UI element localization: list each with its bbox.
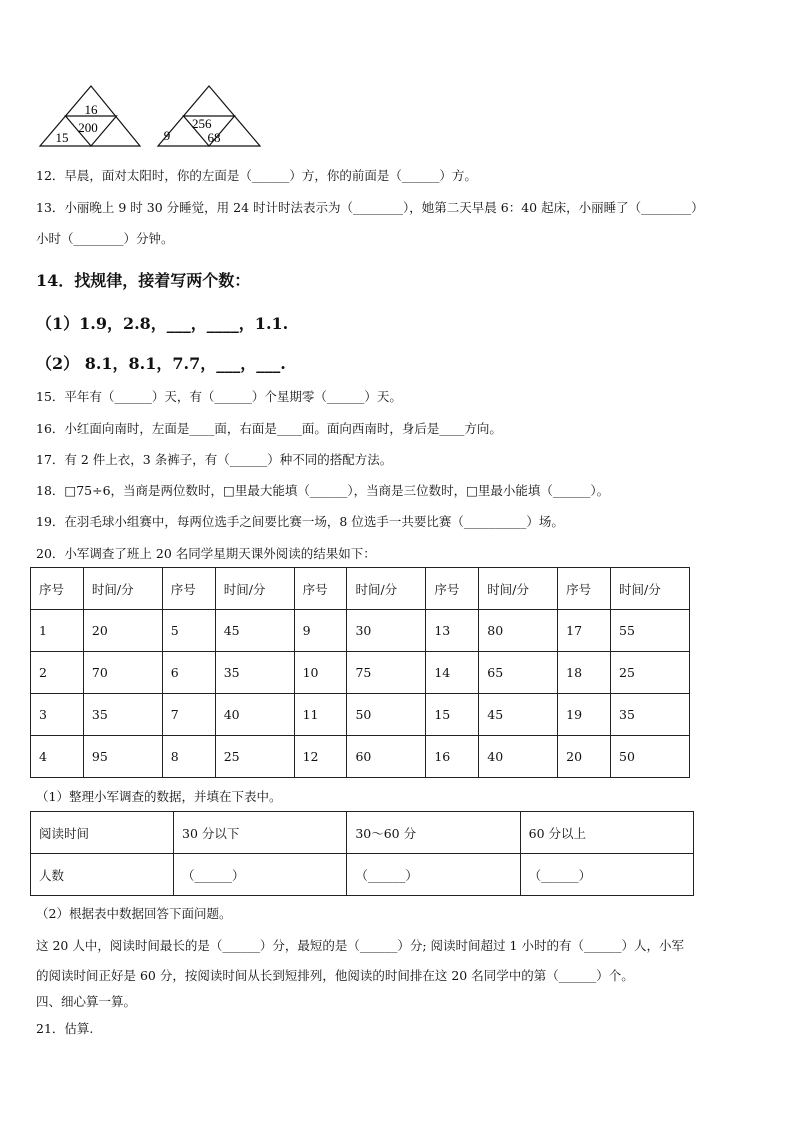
table-cell: 15 — [426, 694, 479, 736]
header-cell: 时间/分 — [347, 568, 426, 610]
table-cell: 25 — [611, 652, 690, 694]
table-cell: 18 — [558, 652, 611, 694]
header-cell: 序号 — [426, 568, 479, 610]
question-19: 19．在羽毛球小组赛中，每两位选手之间要比赛一场，8 位选手一共要比赛（__________）场。 — [36, 514, 564, 529]
table-cell: 16 — [426, 736, 479, 778]
question-12: 12．早晨，面对太阳时，你的左面是（______）方，你的前面是（______）方。 — [36, 168, 477, 183]
table-cell: 8 — [162, 736, 215, 778]
header-cell: 时间/分 — [215, 568, 294, 610]
table-cell: 4 — [31, 736, 84, 778]
table-cell: 3 — [31, 694, 84, 736]
table-cell: 6 — [162, 652, 215, 694]
question-20-part1: （1）整理小军调查的数据，并填在下表中。 — [36, 789, 282, 804]
table-cell: 17 — [558, 610, 611, 652]
table-row — [31, 694, 690, 736]
triangle-2 — [158, 86, 260, 146]
question-20-paragraph-line1: 这 20 人中，阅读时间最长的是（______）分，最短的是（______）分; 阅读时间超过 1 小时的有（______）人，小军 — [36, 938, 684, 953]
table-cell: 35 — [83, 694, 162, 736]
table-header-row — [31, 812, 694, 854]
header-cell: 60 分以上 — [520, 812, 693, 854]
table-cell: 35 — [215, 652, 294, 694]
table-cell: 14 — [426, 652, 479, 694]
question-18: 18．□75÷6，当商是两位数时，□里最大能填（______），当商是三位数时，□里最小能填（______）。 — [36, 483, 610, 498]
question-14-title: 14．找规律，接着写两个数： — [36, 271, 251, 290]
table-cell: 7 — [162, 694, 215, 736]
table-cell: 10 — [294, 652, 347, 694]
table-cell: 13 — [426, 610, 479, 652]
table-cell: 75 — [347, 652, 426, 694]
section-four-heading: 四、细心算一算。 — [36, 994, 137, 1009]
table-cell: 50 — [347, 694, 426, 736]
question-13-line1: 13．小丽晚上 9 时 30 分睡觉，用 24 时计时法表示为（________），她第二天早晨 6：40 起床，小丽睡了（________） — [36, 200, 704, 215]
table-header-row — [31, 568, 690, 610]
table-cell: 80 — [479, 610, 558, 652]
header-cell: 时间/分 — [479, 568, 558, 610]
table-cell: 95 — [83, 736, 162, 778]
header-cell: 30～60 分 — [347, 812, 520, 854]
table-cell: 35 — [611, 694, 690, 736]
question-20-part2: （2）根据表中数据回答下面问题。 — [36, 906, 232, 921]
header-cell: 30 分以下 — [174, 812, 347, 854]
triangle-2-left: 9 — [163, 128, 171, 143]
table-cell: 19 — [558, 694, 611, 736]
question-20: 20．小军调查了班上 20 名同学星期天课外阅读的结果如下： — [36, 546, 376, 561]
reading-data-table — [30, 567, 690, 778]
question-13-line2: 小时（________）分钟。 — [36, 231, 174, 246]
triangle-figures — [36, 82, 266, 152]
table-cell: 55 — [611, 610, 690, 652]
header-cell: 阅读时间 — [31, 812, 174, 854]
answer-blank[interactable]: （______） — [520, 854, 693, 896]
header-cell: 序号 — [558, 568, 611, 610]
table-cell: 45 — [215, 610, 294, 652]
header-cell: 时间/分 — [83, 568, 162, 610]
triangle-2-right: 68 — [207, 130, 221, 145]
header-cell: 序号 — [294, 568, 347, 610]
table-cell: 40 — [479, 736, 558, 778]
table-cell: 25 — [215, 736, 294, 778]
table-cell: 45 — [479, 694, 558, 736]
table-row — [31, 652, 690, 694]
table-cell: 2 — [31, 652, 84, 694]
table-cell: 65 — [479, 652, 558, 694]
triangle-1-left: 15 — [55, 130, 69, 145]
answer-blank[interactable]: （______） — [174, 854, 347, 896]
table-cell: 人数 — [31, 854, 174, 896]
table-row — [31, 610, 690, 652]
question-20-paragraph-line2: 的阅读时间正好是 60 分，按阅读时间从长到短排列，他阅读的时间排在这 20 名同学中的第（______）个。 — [36, 968, 634, 983]
header-cell: 时间/分 — [611, 568, 690, 610]
question-15: 15．平年有（______）天，有（______）个星期零（______）天。 — [36, 389, 402, 404]
table-cell: 12 — [294, 736, 347, 778]
header-cell: 序号 — [162, 568, 215, 610]
table-cell: 11 — [294, 694, 347, 736]
table-cell: 20 — [83, 610, 162, 652]
table-cell: 5 — [162, 610, 215, 652]
question-16: 16．小红面向南时，左面是____面，右面是____面。面向西南时，身后是____方向。 — [36, 421, 502, 436]
question-14-part2: （2） 8.1，8.1，7.7，___，___. — [36, 354, 286, 373]
table-row — [31, 854, 694, 896]
table-cell: 60 — [347, 736, 426, 778]
triangle-2-top: 256 — [192, 116, 212, 131]
question-14-part1: （1）1.9，2.8，___，____，1.1. — [36, 314, 289, 333]
table-cell: 50 — [611, 736, 690, 778]
triangle-1-top: 16 — [84, 102, 98, 117]
header-cell: 序号 — [31, 568, 84, 610]
table-cell: 70 — [83, 652, 162, 694]
summary-table — [30, 811, 694, 896]
table-cell: 20 — [558, 736, 611, 778]
table-cell: 1 — [31, 610, 84, 652]
table-row — [31, 736, 690, 778]
table-cell: 40 — [215, 694, 294, 736]
table-cell: 30 — [347, 610, 426, 652]
question-21: 21．估算. — [36, 1021, 94, 1036]
triangle-1-center: 200 — [78, 120, 98, 135]
table-cell: 9 — [294, 610, 347, 652]
question-17: 17．有 2 件上衣，3 条裤子，有（______）种不同的搭配方法。 — [36, 452, 393, 467]
triangle-1 — [40, 86, 140, 146]
answer-blank[interactable]: （______） — [347, 854, 520, 896]
